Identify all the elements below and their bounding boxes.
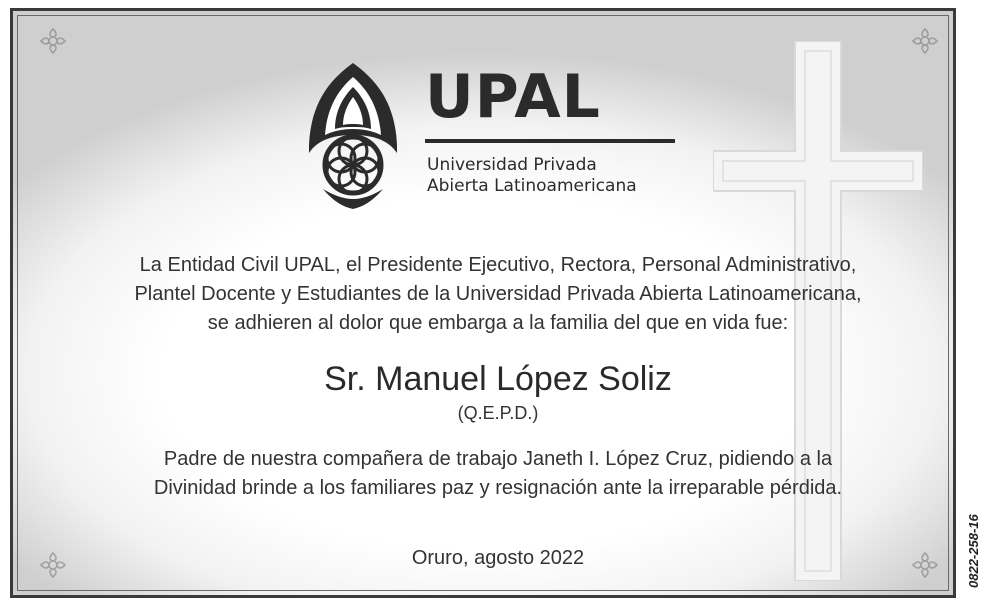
message-line: Divinidad brinde a los familiares paz y resignación ante la irreparable pérdida. xyxy=(153,477,843,499)
intro-line: se adhieren al dolor que embarga a la familia del que en vida fue: xyxy=(207,312,789,334)
upal-logo xyxy=(303,61,683,216)
intro-paragraph xyxy=(53,251,943,338)
logo-divider xyxy=(425,139,675,143)
intro-line: Plantel Docente y Estudiantes de la Universidad Privada Abierta Latinoamericana, xyxy=(134,283,862,305)
logo-subtitle-line2: Abierta Latinoamericana xyxy=(427,176,637,196)
intro-line: La Entidad Civil UPAL, el Presidente Ejecutivo, Rectora, Personal Administrativo, xyxy=(139,254,857,276)
logo-subtitle xyxy=(427,155,637,197)
logo-subtitle-line1: Universidad Privada xyxy=(427,155,597,175)
deceased-name: Sr. Manuel López Soliz xyxy=(324,360,672,398)
ornament-icon xyxy=(911,27,939,55)
ornament-icon xyxy=(39,27,67,55)
message-paragraph xyxy=(53,445,943,503)
notice-frame xyxy=(10,8,956,598)
seed-of-life-logo-icon xyxy=(303,61,403,211)
logo-title: UPAL xyxy=(425,62,601,132)
ad-code: 0822-258-16 xyxy=(966,514,981,588)
place-date: Oruro, agosto 2022 xyxy=(411,547,585,569)
qepd-abbreviation: (Q.E.P.D.) xyxy=(457,403,539,423)
message-line: Padre de nuestra compañera de trabajo Janeth I. López Cruz, pidiendo a la xyxy=(163,448,833,470)
